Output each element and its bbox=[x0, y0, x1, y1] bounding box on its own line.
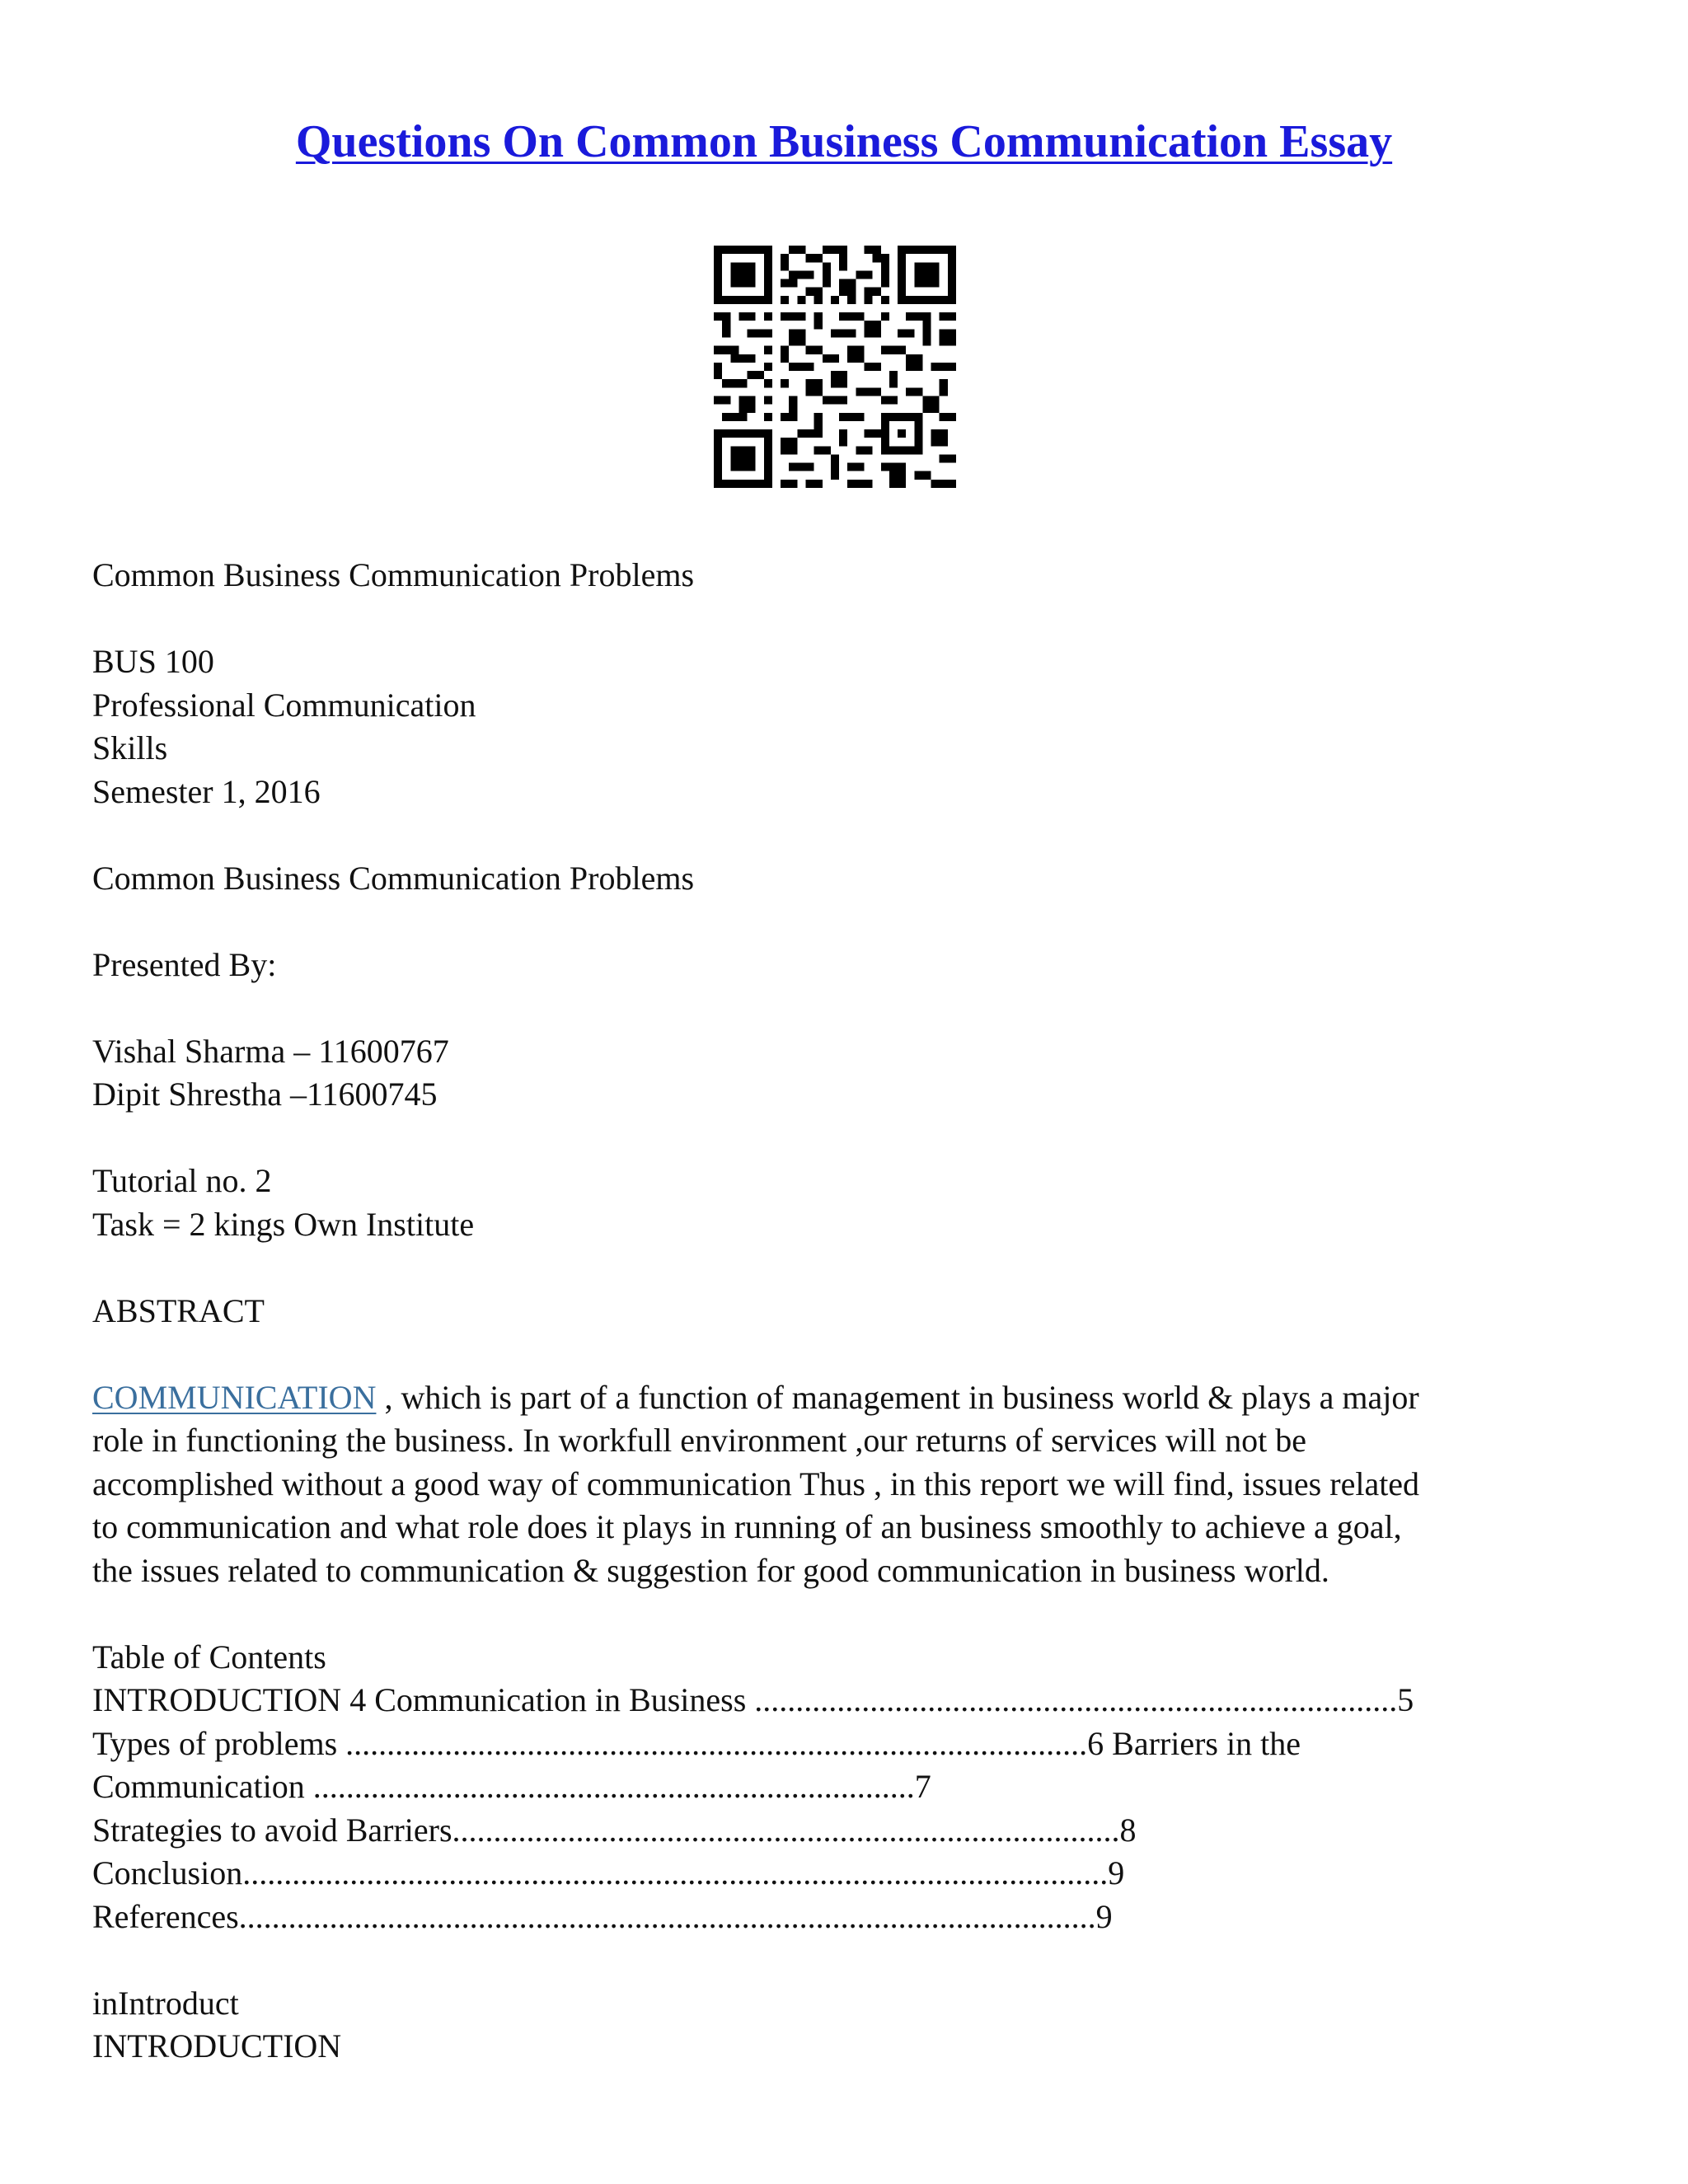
semester: Semester 1, 2016 bbox=[92, 772, 321, 810]
tutorial-line: Tutorial no. 2 bbox=[92, 1162, 272, 1199]
toc-line: Conclusion.........................................................................................................9 bbox=[92, 1854, 1125, 1891]
toc-line: Types of problems ..........................................................................................6 Barriers in the bbox=[92, 1724, 1301, 1762]
abstract-line: accomplished without a good way of communication Thus , in this report we will find, issues related bbox=[92, 1465, 1420, 1502]
toc-heading: Table of Contents bbox=[92, 1638, 326, 1675]
abstract-line: role in functioning the business. In workfull environment ,our returns of services will not be bbox=[92, 1422, 1307, 1459]
author-line: Vishal Sharma – 11600767 bbox=[92, 1032, 449, 1070]
author-line: Dipit Shrestha –11600745 bbox=[92, 1076, 438, 1113]
toc-line: Strategies to avoid Barriers.................................................................................8 bbox=[92, 1811, 1137, 1849]
document-title-link[interactable]: Questions On Common Business Communication Essay bbox=[295, 116, 1393, 167]
task-line: Task = 2 kings Own Institute bbox=[92, 1205, 475, 1243]
course-name: Professional Communication bbox=[92, 686, 476, 724]
cover-heading-repeat: Common Business Communication Problems bbox=[92, 859, 695, 897]
communication-link[interactable]: COMMUNICATION bbox=[92, 1378, 377, 1416]
course-code: BUS 100 bbox=[92, 643, 214, 680]
toc-line: INTRODUCTION 4 Communication in Business ..............................................................................5 bbox=[92, 1681, 1414, 1718]
title-container bbox=[0, 115, 1688, 168]
qr-code-icon bbox=[714, 246, 956, 488]
abstract-line: to communication and what role does it plays in running of an business smoothly to achieve a goal, bbox=[92, 1508, 1402, 1545]
presented-by-label: Presented By: bbox=[92, 945, 277, 983]
toc-line: Communication .........................................................................7 bbox=[92, 1768, 931, 1805]
abstract-first-line-rest: , which is part of a function of management in business world & plays a major bbox=[376, 1378, 1419, 1416]
intro-fragment: inIntroduct bbox=[92, 1984, 239, 2022]
abstract-line bbox=[92, 1376, 1601, 1420]
abstract-heading: ABSTRACT bbox=[92, 1291, 265, 1329]
course-name-cont: Skills bbox=[92, 729, 168, 766]
document-body bbox=[92, 554, 1601, 2069]
toc-line: References........................................................................................................9 bbox=[92, 1897, 1113, 1935]
intro-heading: INTRODUCTION bbox=[92, 2027, 342, 2064]
abstract-line: the issues related to communication & suggestion for good communication in business world. bbox=[92, 1551, 1329, 1589]
cover-heading: Common Business Communication Problems bbox=[92, 556, 695, 593]
